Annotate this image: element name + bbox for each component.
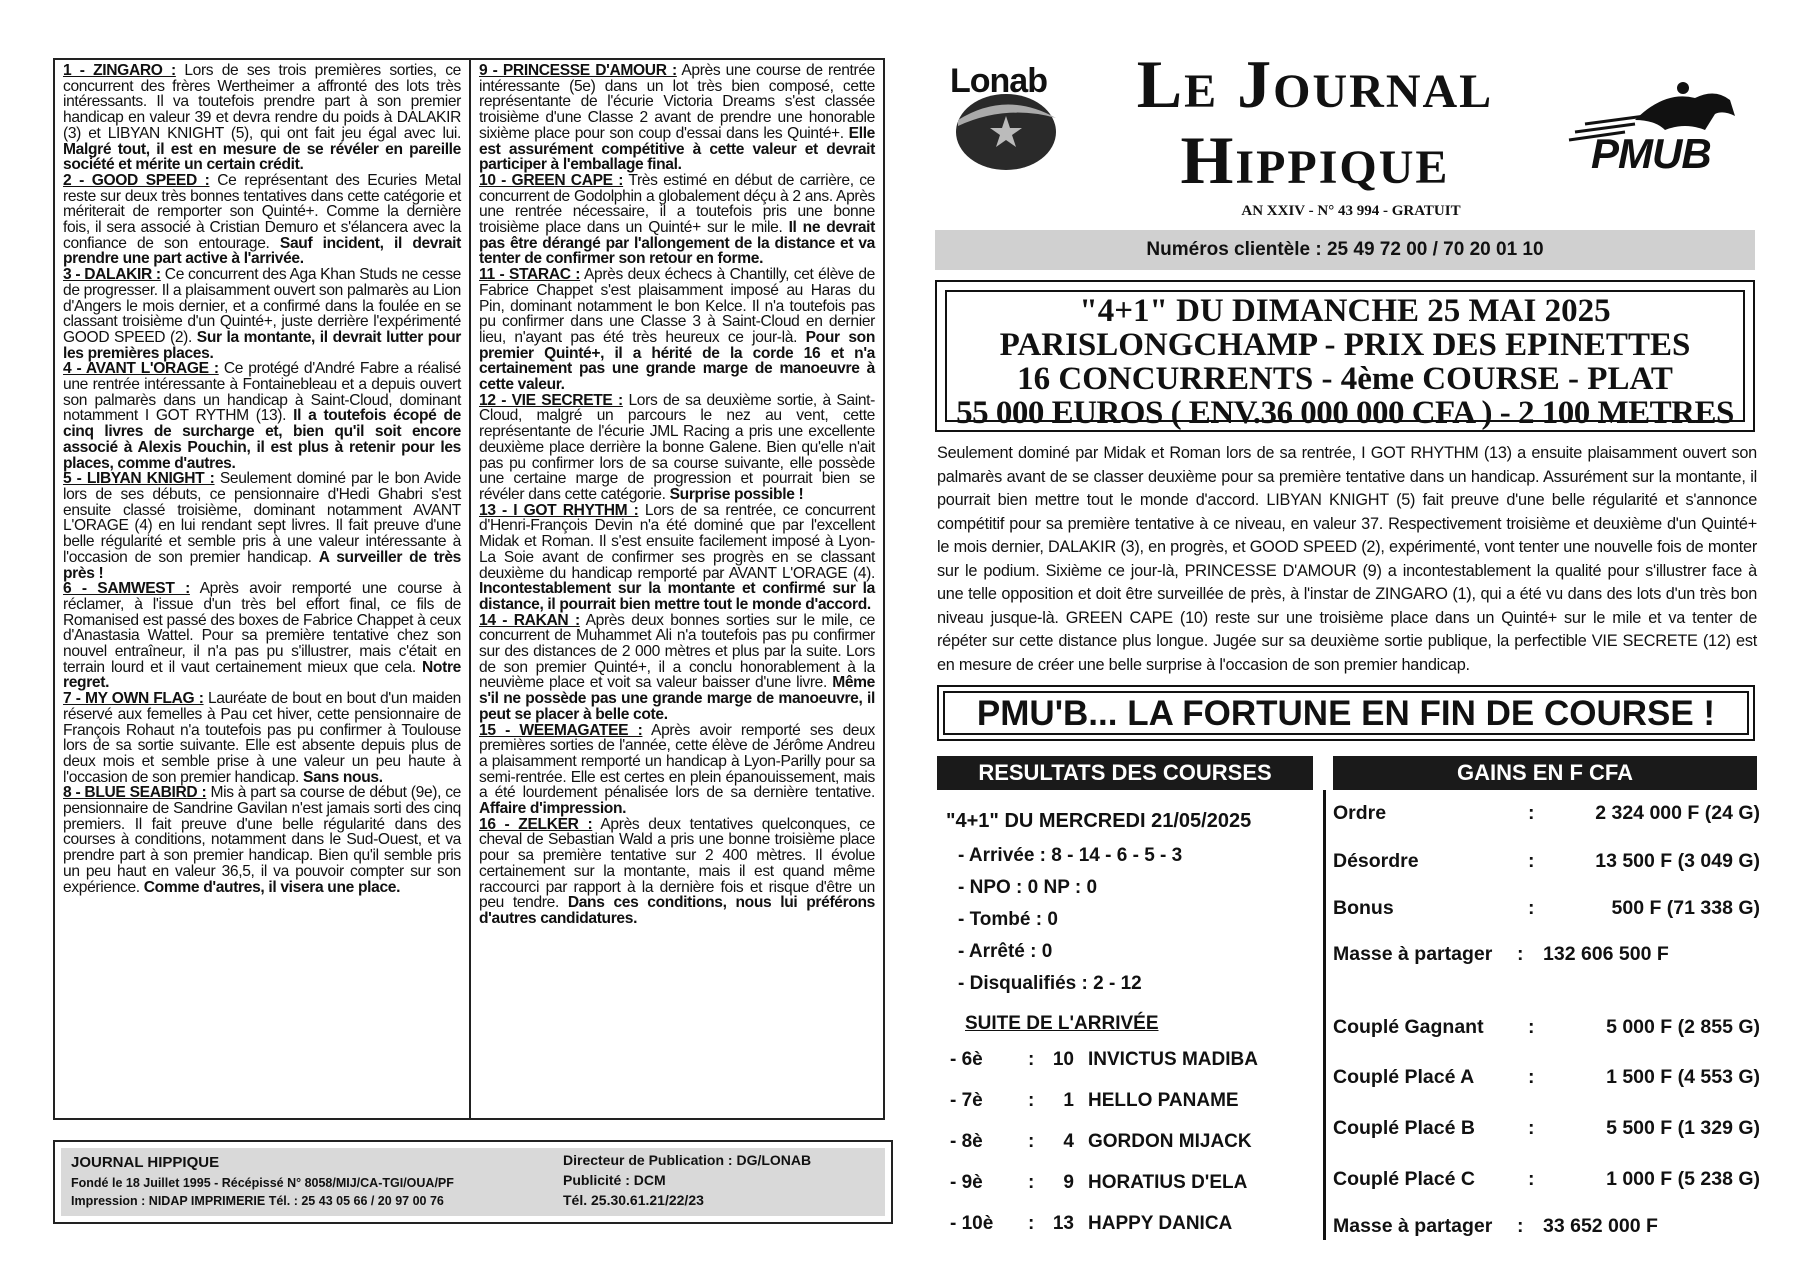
horse-name: 7 - MY OWN FLAG :: [63, 690, 204, 708]
pmub-logo-text: PMUB: [1591, 130, 1711, 177]
results-npo: - NPO : 0 NP : 0: [958, 877, 1098, 898]
horse-verdict: Il ne devrait pas être dérangé par l'allongement de la distance et va tenter de confirmer son retour en forme.: [479, 219, 875, 268]
horse-comment: [479, 817, 875, 927]
gain-colon: :: [1528, 1016, 1535, 1038]
gain-colon: :: [1517, 1215, 1524, 1237]
horse-name: 15 - WEEMAGATEE :: [479, 721, 643, 739]
gain-value: 2 324 000 F (24 G): [1595, 802, 1760, 824]
horse-name: 6 - SAMWEST :: [63, 580, 190, 598]
gain-label: Ordre: [1333, 802, 1387, 824]
horse-verdict: Surprise possible !: [669, 485, 804, 503]
gain-value: 1 000 F (5 238 G): [1606, 1168, 1760, 1190]
horse-comment: [479, 267, 875, 393]
suite-colon: :: [1028, 1090, 1035, 1111]
horse-comment-text: Lors de ses trois premières sorties, ce concurrent des frères Wertheimer a affronté des lots très intéressants. Il va toutefois prendre part à son premier handicap en valeur 39 et devra rendre du poids à DALAKIR (3) et LIBYAN KNIGHT (5), qui ont fait jeu égal avec lui.: [63, 62, 462, 142]
gain-label: Couplé Placé B: [1333, 1117, 1475, 1139]
suite-rank: - 7è: [950, 1090, 983, 1111]
horse-verdict: Il a toutefois écopé de cinq livres de surcharge et, bien qu'il soit encore associé à Alexis Pouchin, il est plus à retenir pour les places, comme d'autres.: [63, 407, 461, 472]
suite-number: 1: [1063, 1090, 1074, 1111]
gain-colon: :: [1528, 1168, 1535, 1190]
horse-comment-text: Après une course de rentrée intéressante (5e) dans un lot très bien composé, cette représentante de l'écurie Victoria Dreams s'est classée troisième d'une Classe 2 avant de prendre une honorable sixième place pour son coup d'essai dans les Quinté+.: [479, 62, 875, 142]
suite-horse-name: HAPPY DANICA: [1088, 1213, 1233, 1234]
footer-founded: Fondé le 18 Juillet 1995 - Récépissé N° 8058/MIJ/CA-TGI/OUA/PF: [71, 1176, 454, 1190]
suite-rank: - 6è: [950, 1049, 983, 1070]
race-line-3: 16 CONCURRENTS - 4ème COURSE - PLAT: [1017, 361, 1673, 397]
gain-label: Couplé Gagnant: [1333, 1016, 1484, 1038]
horse-name: 14 - RAKAN :: [479, 611, 580, 629]
horse-comment-text: Lors de sa rentrée, ce concurrent d'Henri-François Devin n'a été dominé que par l'excellent Midak et Roman. Il s'est ensuite facilement imposé à Lyon-La Soie avant de confirmer ses progrès en se classant deuxième du handicap remporté par AVANT L'ORAGE (4).: [479, 501, 875, 582]
horse-comment: [63, 173, 461, 267]
footer-phone: Tél. 25.30.61.21/22/23: [563, 1192, 704, 1208]
horse-name: 1 - ZINGARO :: [63, 62, 176, 79]
horse-comment: [63, 691, 461, 785]
horse-comment: [63, 267, 461, 361]
horse-comment: [63, 785, 461, 895]
horse-comment: [479, 63, 875, 173]
gain-label: Couplé Placé C: [1333, 1168, 1475, 1190]
horse-comment-text: Après deux tentatives quelconques, ce cheval de Sebastian Wald a pris une bonne troisième place pour sa première tentative sur 2 400 mètres. Il évolue certainement sur la montante, mais il est quand même raccourci par rapport à la dernière fois et risque d'être un peu tendre.: [479, 815, 875, 912]
suite-rank: - 10è: [950, 1213, 994, 1234]
horse-verdict: Malgré tout, il est en mesure de se révéler en pareille société et mérite un certain crédit.: [63, 140, 461, 174]
horse-name: 9 - PRINCESSE D'AMOUR :: [479, 62, 677, 79]
horse-comment: [63, 581, 461, 691]
suite-colon: :: [1028, 1131, 1035, 1152]
horse-comment: [63, 361, 461, 471]
horse-name: 16 - ZELKER :: [479, 815, 593, 833]
gain-colon: :: [1528, 1066, 1535, 1088]
suite-rank: - 8è: [950, 1131, 983, 1152]
horse-comment-text: Mis à part sa course de début (9e), ce pensionnaire de Sandrine Gavilan n'est jamais sorti des cinq premiers. Il fait preuve d'une belle régularité dans des courses à conditions, notamment dans le Sud-Ouest, et va prendre part à son premier handicap. Bien qu'il semble pris un peu haut en valeur 36,5, il va pouvoir compter sur son expérience.: [63, 784, 462, 896]
horse-verdict: Même s'il ne possède pas une grande marge de manoeuvre, il peut se placer à belle cote.: [479, 674, 875, 723]
horse-comment-text: Après deux échecs à Chantilly, cet élève de Fabrice Chappet s'est plaisamment imposé au Haras du Pin, dominant notamment le bon Kelce. Il n'a toutefois pas pu confirmer dans une Classe 3 à Saint-Cloud en dernier lieu, n'ayant pas été très heureux ce jour-là.: [479, 266, 875, 346]
horse-name: 3 - DALAKIR :: [63, 266, 161, 284]
race-line-4: 55 000 EUROS ( ENV.36 000 000 CFA ) - 2 100 METRES: [956, 395, 1734, 431]
pmub-logo: [1565, 80, 1745, 180]
commentary-column-left: [63, 63, 461, 895]
results-disqualifies: - Disqualifiés : 2 - 12: [958, 973, 1142, 994]
horse-verdict: Incontestablement sur la montante et confirmé sur la distance, il pourrait bien mettre tout le monde d'accord.: [479, 580, 875, 613]
horse-verdict: Sans nous.: [303, 768, 383, 786]
suite-number: 9: [1063, 1172, 1074, 1193]
results-tombe: - Tombé : 0: [958, 909, 1058, 930]
suite-number: 4: [1063, 1131, 1074, 1152]
gain-value: 5 500 F (1 329 G): [1606, 1117, 1760, 1139]
gain-colon: :: [1517, 943, 1524, 965]
horse-name: 5 - LIBYAN KNIGHT :: [63, 470, 215, 488]
horse-comment-text: Ce représentant des Ecuries Metal reste sur deux très bonnes tentatives dans cette catégorie et mériterait de remporter son Quinté+. Comme la dernière fois, il sera associé à Cristian Demuro et s'élancera avec la confiance de son entourage.: [63, 171, 461, 252]
gain-colon: :: [1528, 850, 1535, 872]
lonab-logo: [948, 60, 1060, 170]
gain-value: 132 606 500 F: [1543, 943, 1669, 965]
horse-comment: [479, 503, 875, 613]
gain-value: 13 500 F (3 049 G): [1595, 850, 1760, 872]
horse-name: 4 - AVANT L'ORAGE :: [63, 360, 219, 378]
slogan-box: [937, 685, 1755, 741]
horse-comment-text: Très estimé en début de carrière, ce concurrent de Godolphin a globalement déçu à 2 ans. Après une rentrée nécessaire, il a toutefois pris une bonne troisième place dans un Quinté+ sur le mile.: [479, 171, 875, 237]
suite-title: SUITE DE L'ARRIVÉE: [965, 1013, 1159, 1034]
gain-value: 1 500 F (4 553 G): [1606, 1066, 1760, 1088]
gains-header: GAINS EN F CFA: [1333, 756, 1757, 790]
horse-comment: [479, 723, 875, 817]
gain-label: Bonus: [1333, 897, 1394, 919]
suite-colon: :: [1028, 1213, 1035, 1234]
gain-colon: :: [1528, 802, 1535, 824]
gain-value: 500 F (71 338 G): [1611, 897, 1760, 919]
suite-rank: - 9è: [950, 1172, 983, 1193]
horse-verdict: Affaire d'impression.: [479, 800, 627, 818]
horse-verdict: Dans ces conditions, nous lui préférons d'autres candidatures.: [479, 894, 875, 927]
gain-colon: :: [1528, 1117, 1535, 1139]
race-line-2: PARISLONGCHAMP - PRIX DES EPINETTES: [999, 327, 1691, 363]
footer-advert: Publicité : DCM: [563, 1172, 666, 1188]
suite-number: 10: [1052, 1049, 1074, 1070]
horse-name: 11 - STARAC :: [479, 266, 581, 284]
horse-verdict: Comme d'autres, il visera une place.: [143, 878, 401, 896]
horse-name: 2 - GOOD SPEED :: [63, 171, 210, 189]
horse-comment: [63, 63, 461, 173]
horse-comment-text: Seulement dominé par le bon Avide lors de ses débuts, ce pensionnaire d'Hedi Ghabri s'est ensuite classé troisième, dominant notamment AVANT L'ORAGE (4) en lui rendant sept livres. Il fait preuve d'une belle régularité et semble pris à une valeur intéressante à l'occasion de son premier handicap.: [63, 470, 461, 566]
lonab-logo-text: Lonab: [950, 62, 1047, 100]
gain-value: 33 652 000 F: [1543, 1215, 1658, 1237]
gain-label: Désordre: [1333, 850, 1419, 872]
suite-colon: :: [1028, 1172, 1035, 1193]
horse-comment-text: Lauréate de bout en bout d'un maiden réservé aux femelles à Pau cet hiver, cette pensionnaire de François Rohaut n'a toutefois pas pu confirmer à Toulouse lors de sa sortie suivante. Elle est absente depuis plus de deux mois et semble prise à une valeur un peu haute à l'occasion de son premier handicap.: [63, 690, 462, 786]
horse-comment: [479, 613, 875, 723]
suite-number: 13: [1052, 1213, 1074, 1234]
gain-label: Masse à partager: [1333, 943, 1493, 965]
gain-label: Masse à partager: [1333, 1215, 1493, 1237]
suite-colon: :: [1028, 1049, 1035, 1070]
results-header: RESULTATS DES COURSES: [937, 756, 1313, 790]
horse-name: 13 - I GOT RHYTHM :: [479, 501, 639, 519]
horse-name: 12 - VIE SECRETE :: [479, 391, 623, 409]
customer-phones: Numéros clientèle : 25 49 72 00 / 70 20 01 10: [935, 230, 1755, 270]
results-divider: [1323, 790, 1326, 1240]
horse-comment-text: Après avoir remporté ses deux premières sorties de l'année, cette élève de Jérôme Andreu a plaisamment remporté un handicap à Lyon-Parilly pour sa semi-rentrée. Elle est certes en plein épanouissement, mais a été lourdement pénalisée lors de sa dernière tentative.: [479, 721, 875, 802]
horse-verdict: Sur la montante, il devrait lutter pour les premières places.: [63, 328, 461, 362]
gain-colon: :: [1528, 897, 1535, 919]
horse-name: 10 - GREEN CAPE :: [479, 171, 624, 189]
horse-comment-text: Ce protégé d'André Fabre a réalisé une rentrée intéressante à Fontainebleau et a depuis ouvert son palmarès dans un handicap à Saint-Cloud, dominant notamment I GOT RYTHM (13).: [63, 360, 461, 425]
publication-footer: [53, 1140, 893, 1224]
suite-horse-name: HELLO PANAME: [1088, 1090, 1239, 1111]
commentary-column-right: [479, 63, 875, 927]
horse-verdict: A surveiller de très près !: [63, 548, 461, 582]
footer-title: JOURNAL HIPPIQUE: [71, 1154, 220, 1171]
horse-name: 8 - BLUE SEABIRD :: [63, 784, 207, 802]
slogan-text: PMU'B... LA FORTUNE EN FIN DE COURSE !: [943, 691, 1749, 735]
horse-verdict: Pour son premier Quinté+, il a hérité de la corde 16 et n'a certainement pas une grande marge de manoeuvre à cette valeur.: [479, 328, 875, 394]
horse-comment: [479, 393, 875, 503]
issue-number: AN XXIV - N° 43 994 - GRATUIT: [1241, 203, 1461, 219]
gain-value: 5 000 F (2 855 G): [1606, 1016, 1760, 1038]
horse-comment: [63, 471, 461, 581]
horse-verdict: Sauf incident, il devrait prendre une part active à l'arrivée.: [63, 234, 462, 268]
footer-printing: Impression : NIDAP IMPRIMERIE Tél. : 25 43 05 66 / 20 97 00 76: [71, 1194, 444, 1208]
horse-verdict: Elle est assurément compétitive à cette valeur et devrait participer à l'emballage final.: [479, 124, 875, 174]
results-race: "4+1" DU MERCREDI 21/05/2025: [946, 810, 1252, 832]
horse-verdict: Notre regret.: [63, 658, 461, 692]
race-line-1: "4+1" DU DIMANCHE 25 MAI 2025: [1079, 293, 1611, 329]
gain-label: Couplé Placé A: [1333, 1066, 1475, 1088]
horse-comment-text: Lors de sa deuxième sortie, à Saint-Cloud, malgré un parcours le nez au vent, cette représentante de l'écurie JML Racing a pris une excellente deuxième place derrière la bonne Galene. Bien qu'elle n'ait pas pu confirmer lors de sa course suivante, elle possède une certaine marge de progression et pourrait bien se révéler dans cette catégorie.: [479, 391, 875, 503]
race-title-box: [935, 280, 1755, 432]
horse-comment: [479, 173, 875, 267]
suite-horse-name: INVICTUS MADIBA: [1088, 1049, 1258, 1070]
journal-title: Le Journal Hippique: [1136, 46, 1494, 198]
results-arrivee: - Arrivée : 8 - 14 - 6 - 5 - 3: [958, 845, 1183, 866]
results-arrete: - Arrêté : 0: [958, 941, 1053, 962]
suite-horse-name: GORDON MIJACK: [1088, 1131, 1252, 1152]
horse-comment-text: Ce concurrent des Aga Khan Studs ne cesse de progresser. Il a plaisamment ouvert son palmarès au Lion d'Angers le mois dernier, et a confirmé dans la foulée en se classant troisième d'un Quinté+, juste derrière l'expérimenté GOOD SPEED (2).: [63, 266, 462, 346]
horse-comment-text: Après avoir remporté une course à réclamer, à l'issue d'un très bel effort final, ce fils de Romanised est passé des boxes de Fabrice Chappet à ceux d'Anastasia Wattel. Pour sa première tentative chez son nouvel entraîneur, il n'a pas pu s'illustrer, mais c'était en terrain lourd et il vaut certainement mieux que cela.: [63, 580, 461, 676]
horse-comment-text: Après deux bonnes sorties sur le mile, ce concurrent de Muhammet Ali n'a toutefois pas pu confirmer sur des distances de 2 000 mètres et plus par la suite. Lors de son premier Quinté+, il a conclu honorablement à la neuvième place et voit sa valeur baisser d'une livre.: [479, 611, 875, 692]
suite-horse-name: HORATIUS D'ELA: [1088, 1172, 1248, 1193]
race-summary: Seulement dominé par Midak et Roman lors de sa rentrée, I GOT RHYTHM (13) a ensuite plaisamment ouvert son palmarès avant de se classer deuxième pour sa première tentative dans un handicap. Assurément sur la montante, il pourrait bien mettre tout le monde d'accord. LIBYAN KNIGHT (5) fait preuve d'une belle régularité et s'annonce compétitif pour sa première tentative à ce niveau, en valeur 37. Respectivement troisième et deuxième d'un Quinté+ le mois dernier, DALAKIR (3), en progrès, et GOOD SPEED (2), expérimenté, vont tenter une nouvelle fois de monter sur le podium. Sixième ce jour-là, PRINCESSE D'AMOUR (9) a incontestablement la qualité pour s'illustrer face à une telle opposition et doit être surveillée de près, à l'instar de ZINGARO (1), qui a été vu dans des lots d'un très bon niveau jusque-là. GREEN CAPE (10) reste sur une troisième place dans un Quinté+ sur le mile et va tenter de répéter sur cette distance plus longue. Jugée sur sa deuxième sortie publique, la perfectible VIE SECRETE (12) est en mesure de créer une belle surprise à l'occasion de son premier handicap.: [937, 444, 1757, 674]
footer-director: Directeur de Publication : DG/LONAB: [563, 1152, 812, 1168]
